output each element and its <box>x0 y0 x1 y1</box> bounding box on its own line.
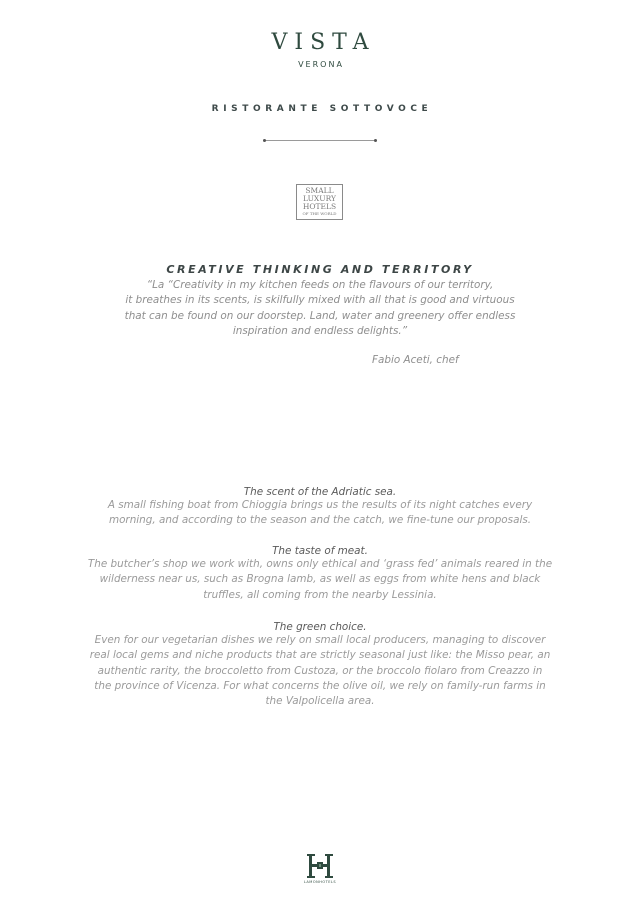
chef-signature: Fabio Aceti, chef <box>372 354 459 366</box>
chef-quote <box>0 278 640 339</box>
body-line: The butcher’s shop we work with, owns only ethical and ‘grass fed’ animals reared in the <box>87 558 553 570</box>
body-line: authentic rarity, the broccoletto from Custoza, or the broccolo fiolaro from Creazzo in <box>97 664 543 677</box>
body-line: Even for our vegetarian dishes we rely on small local producers, managing to discover <box>94 634 546 646</box>
section-adriatic <box>0 486 640 529</box>
section-title: The scent of the Adriatic sea. <box>243 486 397 498</box>
body-line: real local gems and niche products that are strictly seasonal just like: the Misso pear, an <box>89 649 551 662</box>
intro-headline: CREATIVE THINKING AND TERRITORY <box>166 263 474 276</box>
quote-line: that can be found on our doorstep. Land, water and greenery offer endless <box>124 309 516 322</box>
section-body <box>0 557 640 603</box>
divider <box>264 140 376 141</box>
section-body <box>0 633 640 709</box>
body-line: A small fishing boat from Chioggia brings us the results of its night catches every <box>107 499 533 511</box>
section-body <box>0 498 640 529</box>
badge-line: LUXURY <box>303 194 336 203</box>
restaurant-name: RISTORANTE SOTTOVOCE <box>211 104 433 114</box>
body-line: wilderness near us, such as Brogna lamb, as well as eggs from white hens and black <box>99 573 541 586</box>
section-meat <box>0 545 640 603</box>
quote-line: inspiration and endless delights.” <box>232 324 408 337</box>
section-green <box>0 621 640 709</box>
badge-line: SMALL <box>305 186 334 195</box>
quote-line: “La “Creativity in my kitchen feeds on the flavours of our territory, <box>146 279 494 291</box>
lamonhotels-logo-icon <box>305 852 335 882</box>
brand-logo: VISTA <box>271 30 376 55</box>
badge-subline: OF THE WORLD <box>302 211 337 216</box>
brand-city: VERONA <box>298 60 344 69</box>
body-line: the province of Vicenza. For what concerns the olive oil, we rely on family-run farms in <box>94 679 546 692</box>
footer-logo-name: LAMONHOTELS <box>303 880 337 884</box>
body-line: truffles, all coming from the nearby Lessinia. <box>203 588 437 601</box>
section-title: The green choice. <box>273 621 367 633</box>
quote-line: it breathes in its scents, is skilfully mixed with all that is good and virtuous <box>125 294 515 307</box>
section-title: The taste of meat. <box>272 545 368 557</box>
body-line: the Valpolicella area. <box>265 695 375 708</box>
small-luxury-hotels-badge <box>296 184 343 220</box>
body-line: morning, and according to the season and the catch, we fine-tune our proposals. <box>108 514 532 527</box>
badge-line: HOTELS <box>302 202 337 211</box>
